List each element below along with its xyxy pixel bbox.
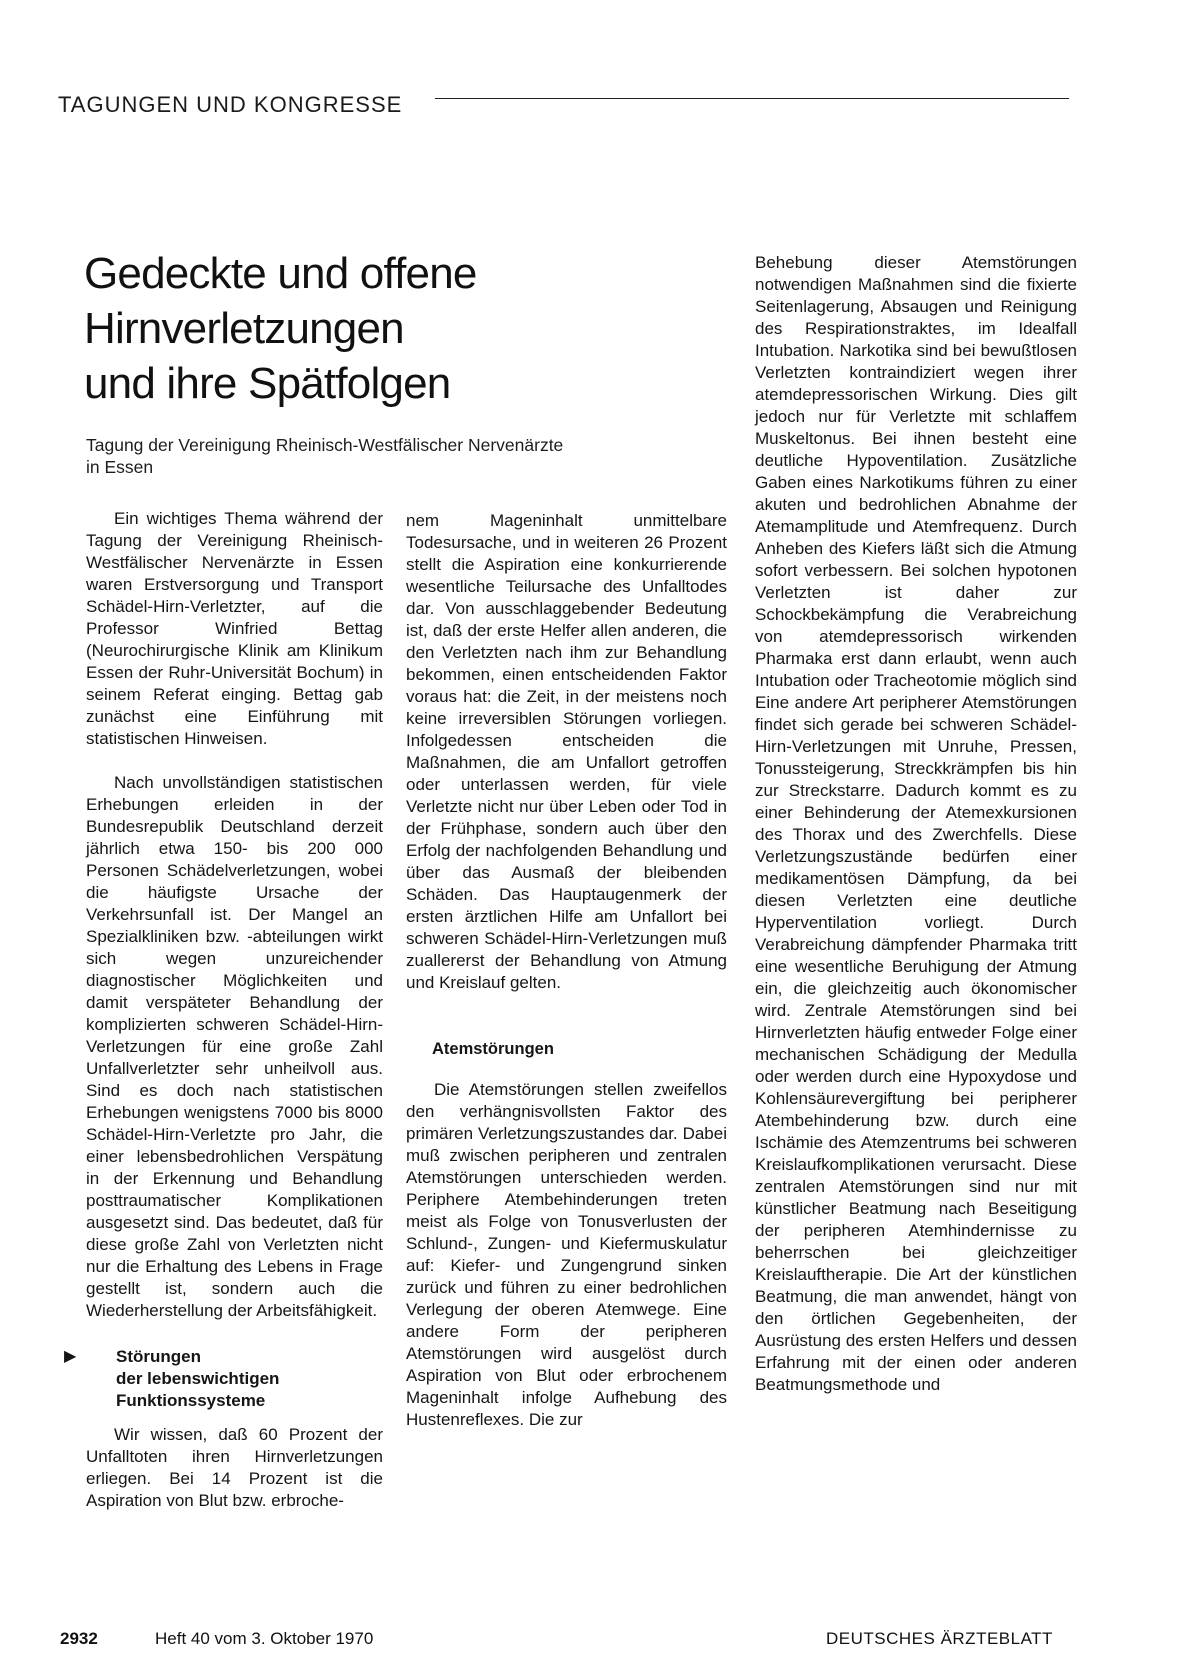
title-line: Hirnverletzungen xyxy=(84,304,404,353)
column-middle xyxy=(406,510,727,1431)
paragraph: Nach unvollständigen statistischen Erhebungen erleiden in der Bundesrepublik Deutschland derzeit jährlich etwa 150- bis 200 000 Personen Schädelverletzungen, wobei die häufigste Ursache der Verkehrsunfall ist. Der Mangel an Spezialkliniken bzw. -abteilungen wirkt sich wegen unzureichender diagnostischer Möglichkeiten und damit verspäteter Behandlung der komplizierten schweren Schädel-Hirn-Verletzungen für eine große Zahl Unfallverletzter sehr unheilvoll aus. Sind es doch nach statistischen Erhebungen wenigstens 7000 bis 8000 Schädel-Hirn-Verletzte pro Jahr, die einer lebensbedrohlichen Verspätung in der Erkennung und Behandlung posttraumatischer Komplikationen ausgesetzt sind. Das bedeutet, daß für diese große Zahl von Verletzten nicht nur die Erhaltung des Lebens in Frage gestellt ist, sondern auch die Wiederherstellung der Arbeitsfähigkeit. xyxy=(86,773,383,1320)
heading-line: Funktionssysteme xyxy=(116,1391,266,1410)
header-rule xyxy=(435,98,1069,99)
triangle-right-icon: ▶ xyxy=(64,1348,77,1365)
section-label: TAGUNGEN UND KONGRESSE xyxy=(58,92,403,117)
article-title xyxy=(84,246,644,411)
heading-line: der lebenswichtigen xyxy=(116,1369,280,1388)
paragraph: nem Mageninhalt unmittelbare Todesursache, und in weiteren 26 Prozent stellt die Aspiration eine konkurrierende wesentliche Teilursache des Unfalltodes dar. Von ausschlaggebender Bedeutung ist, daß der erste Helfer allen anderen, die den Verletzten nach ihm zur Behandlung bekommen, einen entscheidenden Faktor voraus hat: die Zeit, in der meistens noch keine irreversiblen Störungen vorliegen. Infolgedessen entscheiden die Maßnahmen, die am Unfallort getroffen oder unterlassen werden, für viele Verletzte nicht nur über Leben oder Tod in der Frühphase, sondern auch über den Erfolg der nachfolgenden Behandlung und über das Ausmaß der bleibenden Schäden. Das Hauptaugenmerk der ersten ärztlichen Hilfe am Unfallort bei schweren Schädel-Hirn-Verletzungen muß zuallererst der Behandlung von Atmung und Kreislauf gelten. xyxy=(406,511,727,992)
paragraph: Die Atemstörungen stellen zweifellos den verhängnisvollsten Faktor des primären Verletzungszustandes dar. Dabei muß zwischen peripheren und zentralen Atemstörungen unterschieden werden. Periphere Atembehinderungen treten meist als Folge von Tonusverlusten der Schlund-, Zungen- und Kiefermuskulatur auf: Kiefer- und Zungengrund sinken zurück und führen zu einer bedrohlichen Verlegung der oberen Atemwege. Eine andere Form der peripheren Atemstörungen wird ausgelöst durch Aspiration von Blut oder erbrochenem Mageninhalt infolge Aufhebung des Hustenreflexes. Die zur xyxy=(406,1080,727,1429)
title-line: und ihre Spätfolgen xyxy=(84,359,451,408)
subheading: Atemstörungen xyxy=(432,1040,554,1058)
paragraph: Behebung dieser Atemstörungen notwendigen Maßnahmen sind die fixierte Seitenlagerung, Absaugen und Reinigung des Respirationstraktes, im Idealfall Intubation. Narkotika sind bei bewußtlosen Verletzten kontraindiziert wegen ihrer atemdepressorischen Wirkung. Dies gilt jedoch nur für Verletzte mit schlaffem Muskeltonus. Bei ihnen besteht eine deutliche Hypoventilation. Zusätzliche Gaben eines Narkotikums führen zu einer akuten und bedrohlichen Abnahme der Atemamplitude und Atemfrequenz. Durch Anheben des Kiefers läßt sich die Atmung sofort verbessern. Bei solchen hypotonen Verletzten ist daher zur Schockbekämpfung die Verabreichung von atemdepressorisch wirkenden Pharmaka erst dann erlaubt, wenn auch Intubation oder Tracheotomie möglich sind Eine andere Art peripherer Atemstörungen findet sich gerade bei schweren Schädel-Hirn-Verletzungen mit Unruhe, Pressen, Tonussteigerung, Streckkrämpfen bis hin zur Streckstarre. Dadurch kommt es zu einer Behinderung der Atemexkursionen des Thorax und des Zwerchfells. Diese Verletzungszustände bedürfen einer medikamentösen Dämpfung, da bei diesen Verletzten eine deutliche Hyperventilation vorliegt. Durch Verabreichung dämpfender Pharmaka tritt eine wesentliche Beruhigung der Atmung ein, die gleichzeitig auch ökonomischer wird. Zentrale Atemstörungen sind bei Hirnverletzten häufig entweder Folge einer mechanischen Schädigung der Medulla oder werden durch eine Hypoxydose und Kohlensäurevergiftung bei peripherer Atembehinderung bzw. durch eine Ischämie des Atemzentrums bei schweren Kreislaufkomplikationen verursacht. Diese zentralen Atemstörungen sind nur mit künstlicher Beatmung nach Beseitigung der peripheren Atemhindernisse zu beherrschen bei gleichzeitiger Kreislauftherapie. Die Art der künstlichen Beatmung, die man anwendet, hängt von den örtlichen Gegebenheiten, der Ausrüstung des ersten Helfers und dessen Erfahrung mit der einen oder anderen Beatmungsmethode und xyxy=(755,253,1077,1394)
subtitle-line: in Essen xyxy=(86,457,154,477)
paragraph: Wir wissen, daß 60 Prozent der Unfalltoten ihren Hirnverletzungen erliegen. Bei 14 Prozent ist die Aspiration von Blut bzw. erbroche- xyxy=(86,1425,383,1510)
article-subtitle xyxy=(86,434,686,478)
paragraph: Ein wichtiges Thema während der Tagung der Vereinigung Rheinisch-Westfälischer Nervenärzte in Essen waren Erstversorgung und Transport Schädel-Hirn-Verletzter, auf die Professor Winfried Bettag (Neurochirurgische Klinik am Klinikum Essen der Ruhr-Universität Bochum) in seinem Referat einging. Bettag gab zunächst eine Einführung mit statistischen Hinweisen. xyxy=(86,509,383,748)
heading-line: Störungen xyxy=(116,1347,201,1366)
column-right xyxy=(755,252,1077,1396)
journal-name: DEUTSCHES ÄRZTEBLATT xyxy=(826,1629,1053,1648)
issue-info: Heft 40 vom 3. Oktober 1970 xyxy=(155,1629,374,1648)
title-line: Gedeckte und offene xyxy=(84,249,477,298)
page-number: 2932 xyxy=(60,1629,98,1648)
section-heading xyxy=(64,1346,383,1412)
subtitle-line: Tagung der Vereinigung Rheinisch-Westfälischer Nervenärzte xyxy=(86,435,564,455)
column-left xyxy=(64,508,383,1512)
